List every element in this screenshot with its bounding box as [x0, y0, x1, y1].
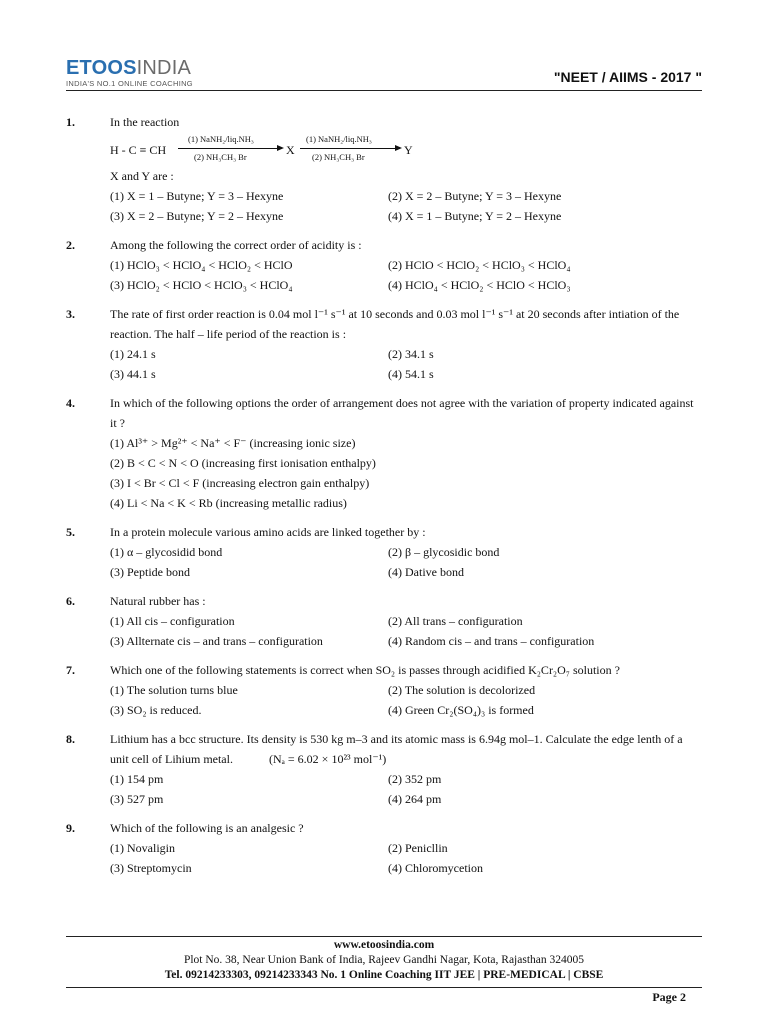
reaction-arrow-1	[178, 148, 282, 149]
question-8	[66, 729, 702, 809]
option-3: (3) X = 2 – Butyne; Y = 2 – Hexyne	[110, 209, 284, 223]
options	[110, 186, 702, 226]
options	[110, 769, 702, 809]
option-2: (2) All trans – configuration	[388, 614, 523, 628]
reagent-step1-top: (1) NaNH₂/liq.NH₃	[188, 134, 254, 144]
option-4: (4) Green Cr₂(SO₄)₃ is formed	[388, 703, 534, 717]
question-list	[66, 112, 702, 887]
option-2: (2) X = 2 – Butyne; Y = 3 – Hexyne	[388, 189, 562, 203]
header-divider	[66, 90, 702, 91]
option-2: (2) HClO < HClO₂ < HClO₃ < HClO₄	[388, 258, 571, 272]
option-2: (2) 352 pm	[388, 772, 442, 786]
option-4: (4) 54.1 s	[388, 367, 434, 381]
question-6	[66, 591, 702, 651]
question-number: 5.	[66, 525, 75, 539]
option-2: (2) 34.1 s	[388, 347, 434, 361]
question-subtext: X and Y are :	[110, 169, 174, 183]
option-3: (3) HClO₂ < HClO < HClO₃ < HClO₄	[110, 278, 293, 292]
question-number: 4.	[66, 396, 75, 410]
question-number: 2.	[66, 238, 75, 252]
option-1: (1) α – glycosidid bond	[110, 545, 223, 559]
reagent-step2-bottom: (2) NH₃CH₃ Br	[312, 152, 365, 162]
options	[110, 680, 702, 720]
question-7	[66, 660, 702, 720]
option-1: (1) X = 1 – Butyne; Y = 3 – Hexyne	[110, 189, 284, 203]
question-5	[66, 522, 702, 582]
question-1	[66, 112, 702, 226]
options	[110, 433, 702, 513]
options	[110, 255, 702, 295]
question-text: Among the following the correct order of acidity is :	[110, 238, 362, 252]
logo-text-india: INDIA	[136, 57, 191, 79]
logo-text-etoos: ETOOS	[66, 57, 137, 79]
page-footer	[66, 938, 702, 983]
option-3: (3) Allternate cis – and trans – configuration	[110, 634, 323, 648]
question-number: 9.	[66, 821, 75, 835]
option-4: (4) Dative bond	[388, 565, 464, 579]
option-3: (3) SO₂ is reduced.	[110, 703, 202, 717]
options	[110, 344, 702, 384]
option-4: (4) Li < Na < K < Rb (increasing metallic radius)	[110, 496, 347, 510]
option-4: (4) Chloromycetion	[388, 861, 483, 875]
question-number: 1.	[66, 115, 75, 129]
question-number: 8.	[66, 732, 75, 746]
question-2	[66, 235, 702, 295]
options	[110, 542, 702, 582]
option-2: (2) The solution is decolorized	[388, 683, 536, 697]
logo-tagline: INDIA'S NO.1 ONLINE COACHING	[66, 79, 193, 88]
option-3: (3) Streptomycin	[110, 861, 192, 875]
option-1: (1) 154 pm	[110, 772, 164, 786]
option-2: (2) Penicllin	[388, 841, 448, 855]
question-text: Lithium has a bcc structure. Its density is 530 kg m–3 and its atomic mass is 6.94g mol–1. Calculate the edge lenth of a unit cell of Lihium metal. (Nₐ = 6.02 × 10²³ mol⁻¹)	[110, 732, 686, 766]
question-number: 7.	[66, 663, 75, 677]
question-number: 3.	[66, 307, 75, 321]
page-number: Page 2	[652, 990, 686, 1004]
option-4: (4) 264 pm	[388, 792, 442, 806]
reagent-step1-bottom: (2) NH₃CH₃ Br	[194, 152, 247, 162]
intermediate-x: X	[286, 143, 295, 157]
question-text: Which of the following is an analgesic ?	[110, 821, 304, 835]
question-text: The rate of first order reaction is 0.04 mol l⁻¹ s⁻¹ at 10 seconds and 0.03 mol l⁻¹ s⁻¹ at 20 seconds after intiation of the reaction. The half – life period of the reaction is :	[110, 307, 680, 341]
question-text: In the reaction	[110, 115, 180, 129]
question-text: In a protein molecule various amino acids are linked together by :	[110, 525, 426, 539]
reactant: H - C ≡ CH	[110, 143, 167, 157]
footer-website[interactable]: www.etoosindia.com	[333, 939, 435, 951]
reagent-step2-top: (1) NaNH₂/liq.NH₃	[306, 134, 372, 144]
options	[110, 838, 702, 878]
option-1: (1) The solution turns blue	[110, 683, 238, 697]
option-1: (1) HClO₃ < HClO₄ < HClO₂ < HClO	[110, 258, 293, 272]
exam-title: "NEET / AIIMS - 2017 "	[553, 69, 702, 85]
question-text: In which of the following options the order of arrangement does not agree with the variation of property indicated against it ?	[110, 396, 694, 430]
option-4: (4) X = 1 – Butyne; Y = 2 – Hexyne	[388, 209, 562, 223]
option-2: (2) β – glycosidic bond	[388, 545, 500, 559]
option-1: (1) Al³⁺ > Mg²⁺ < Na⁺ < F⁻ (increasing ionic size)	[110, 436, 356, 450]
etoosindia-logo	[66, 58, 193, 88]
option-1: (1) 24.1 s	[110, 347, 156, 361]
options	[110, 611, 702, 651]
question-3	[66, 304, 702, 384]
question-9	[66, 818, 702, 878]
option-1: (1) All cis – configuration	[110, 614, 235, 628]
option-4: (4) HClO₄ < HClO₂ < HClO < HClO₃	[388, 278, 571, 292]
footer-address: Plot No. 38, Near Union Bank of India, Rajeev Gandhi Nagar, Kota, Rajasthan 324005	[183, 954, 585, 966]
question-4	[66, 393, 702, 513]
footer-contact: Tel. 09214233303, 09214233343 No. 1 Online Coaching IIT JEE | PRE-MEDICAL | CBSE	[164, 969, 604, 981]
option-3: (3) 44.1 s	[110, 367, 156, 381]
question-number: 6.	[66, 594, 75, 608]
question-text: Natural rubber has :	[110, 594, 206, 608]
reaction-scheme	[110, 132, 702, 166]
option-2: (2) B < C < N < O (increasing first ionisation enthalpy)	[110, 456, 376, 470]
option-3: (3) Peptide bond	[110, 565, 190, 579]
footer-divider-bottom	[66, 987, 702, 988]
option-3: (3) 527 pm	[110, 792, 164, 806]
footer-divider-top	[66, 936, 702, 937]
page-header	[0, 0, 768, 100]
option-1: (1) Novaligin	[110, 841, 175, 855]
option-4: (4) Random cis – and trans – configuration	[388, 634, 595, 648]
product-y: Y	[404, 143, 413, 157]
option-3: (3) I < Br < Cl < F (increasing electron gain enthalpy)	[110, 476, 370, 490]
question-text: Which one of the following statements is correct when SO₂ is passes through acidified K₂Cr₂O₇ solution ?	[110, 663, 620, 677]
reaction-arrow-2	[300, 148, 400, 149]
